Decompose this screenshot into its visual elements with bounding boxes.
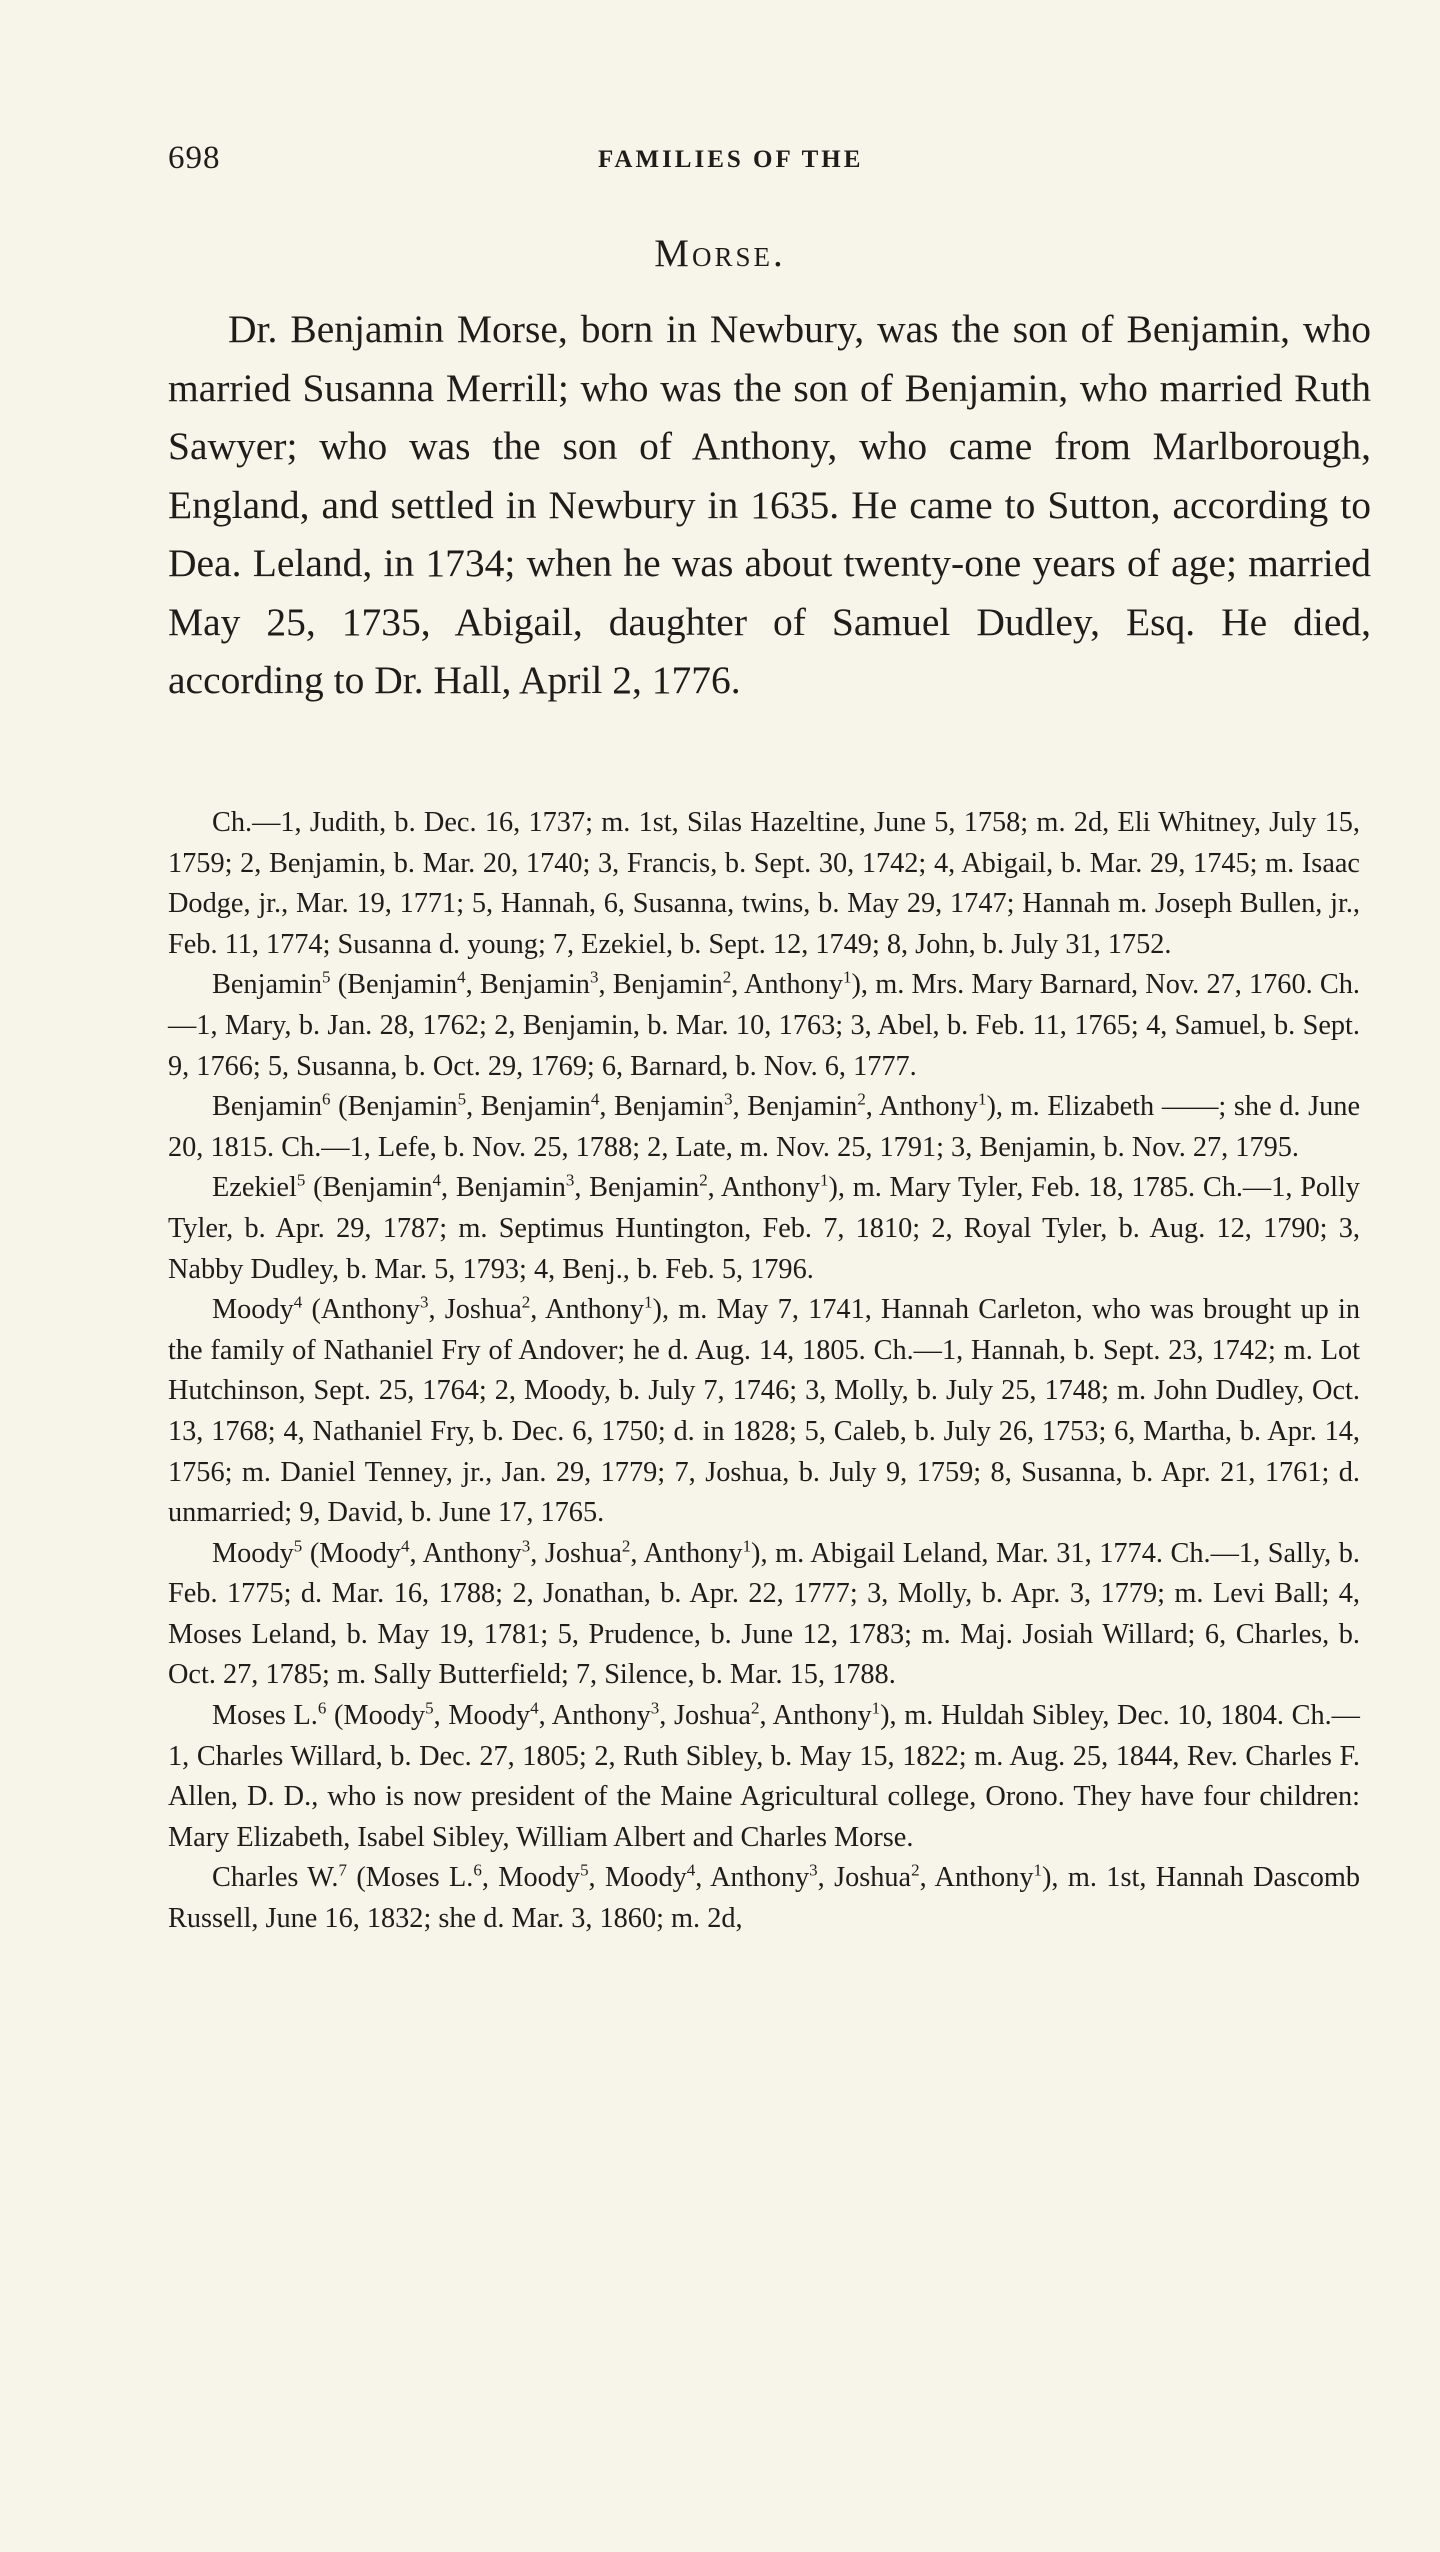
entry-charles-w-7: Charles W.$^7$ (Moses L.$^6$, Moody$^5$, Moody$^4$, Anthony$^3$, Joshua$^2$, Anthony$^1$), m. 1st, Hannah Dascomb Russell, June 16, 1832; she d. Mar. 3, 1860; m. 2d, [168, 1861, 1360, 1935]
running-header: FAMILIES OF THE [598, 146, 864, 173]
intro-paragraph: Dr. Benjamin Morse, born in Newbury, was the son of Benjamin, who married Susanna Merrill; who was the son of Benjamin, who married Ruth Sawyer; who was the son of Anthony, who came from Marlborough, England, and settled in Newbury in 1635. He came to Sutton, according to Dea. Leland, in 1734; when he was about twenty-one years of age; married May 25, 1735, Abigail, daughter of Samuel Dudley, Esq. He died, according to Dr. Hall, April 2, 1776. [168, 307, 1371, 702]
genealogy-entries [168, 803, 1360, 1940]
entry-moses-l-6: Moses L.$^6$ (Moody$^5$, Moody$^4$, Anthony$^3$, Joshua$^2$, Anthony$^1$), m. Huldah Sibley, Dec. 10, 1804. Ch.—1, Charles Willard, b. Dec. 27, 1805; 2, Ruth Sibley, b. May 15, 1822; m. Aug. 25, 1844, Rev. Charles F. Allen, D. D., who is now president of the Maine Agricultural college, Orono. They have four children: Mary Elizabeth, Isabel Sibley, William Albert and Charles Morse. [168, 1698, 1360, 1853]
entry-moody-5: Moody$^5$ (Moody$^4$, Anthony$^3$, Joshua$^2$, Anthony$^1$), m. Abigail Leland, Mar. 31, 1774. Ch.—1, Sally, b. Feb. 1775; d. Mar. 16, 1788; 2, Jonathan, b. Apr. 22, 1777; 3, Molly, b. Apr. 3, 1779; m. Levi Ball; 4, Moses Leland, b. May 19, 1781; 5, Prudence, b. June 12, 1783; m. Maj. Josiah Willard; 6, Charles, b. Oct. 27, 1785; m. Sally Butterfield; 7, Silence, b. Mar. 15, 1788. [168, 1536, 1360, 1691]
entry-ezekiel-5: Ezekiel$^5$ (Benjamin$^4$, Benjamin$^3$, Benjamin$^2$, Anthony$^1$), m. Mary Tyler, Feb. 18, 1785. Ch.—1, Polly Tyler, b. Apr. 29, 1787; m. Septimus Huntington, Feb. 7, 1810; 2, Royal Tyler, b. Aug. 12, 1790; 3, Nabby Dudley, b. Mar. 5, 1793; 4, Benj., b. Feb. 5, 1796. [168, 1170, 1360, 1285]
entry-benjamin-6: Benjamin$^6$ (Benjamin$^5$, Benjamin$^4$, Benjamin$^3$, Benjamin$^2$, Anthony$^1$), m. Elizabeth ——; she d. June 20, 1815. Ch.—1, Lefe, b. Nov. 25, 1788; 2, Late, m. Nov. 25, 1791; 3, Benjamin, b. Nov. 27, 1795. [168, 1089, 1360, 1163]
entry-benjamin-5: Benjamin$^5$ (Benjamin$^4$, Benjamin$^3$, Benjamin$^2$, Anthony$^1$), m. Mrs. Mary Barnard, Nov. 27, 1760. Ch.—1, Mary, b. Jan. 28, 1762; 2, Benjamin, b. Mar. 10, 1763; 3, Abel, b. Feb. 11, 1765; 4, Samuel, b. Sept. 9, 1766; 5, Susanna, b. Oct. 29, 1769; 6, Barnard, b. Nov. 6, 1777. [168, 967, 1360, 1082]
section-title: Morse. [654, 232, 786, 275]
page-number: 698 [168, 140, 221, 176]
entry-children-of-benjamin: Ch.—1, Judith, b. Dec. 16, 1737; m. 1st, Silas Hazeltine, June 5, 1758; m. 2d, Eli Whitney, July 15, 1759; 2, Benjamin, b. Mar. 20, 1740; 3, Francis, b. Sept. 30, 1742; 4, Abigail, b. Mar. 29, 1745; m. Isaac Dodge, jr., Mar. 19, 1771; 5, Hannah, 6, Susanna, twins, b. May 29, 1747; Hannah m. Joseph Bullen, jr., Feb. 11, 1774; Susanna d. young; 7, Ezekiel, b. Sept. 12, 1749; 8, John, b. July 31, 1752. [168, 807, 1360, 960]
entry-moody-4: Moody$^4$ (Anthony$^3$, Joshua$^2$, Anthony$^1$), m. May 7, 1741, Hannah Carleton, who was brought up in the family of Nathaniel Fry of Andover; he d. Aug. 14, 1805. Ch.—1, Hannah, b. Sept. 23, 1742; m. Lot Hutchinson, Sept. 25, 1764; 2, Moody, b. July 7, 1746; 3, Molly, b. July 25, 1748; m. John Dudley, Oct. 13, 1768; 4, Nathaniel Fry, b. Dec. 6, 1750; d. in 1828; 5, Caleb, b. July 26, 1753; 6, Martha, b. Apr. 14, 1756; m. Daniel Tenney, jr., Jan. 29, 1779; 7, Joshua, b. July 9, 1759; 8, Susanna, b. Apr. 21, 1761; d. unmarried; 9, David, b. June 17, 1765. [168, 1292, 1360, 1529]
